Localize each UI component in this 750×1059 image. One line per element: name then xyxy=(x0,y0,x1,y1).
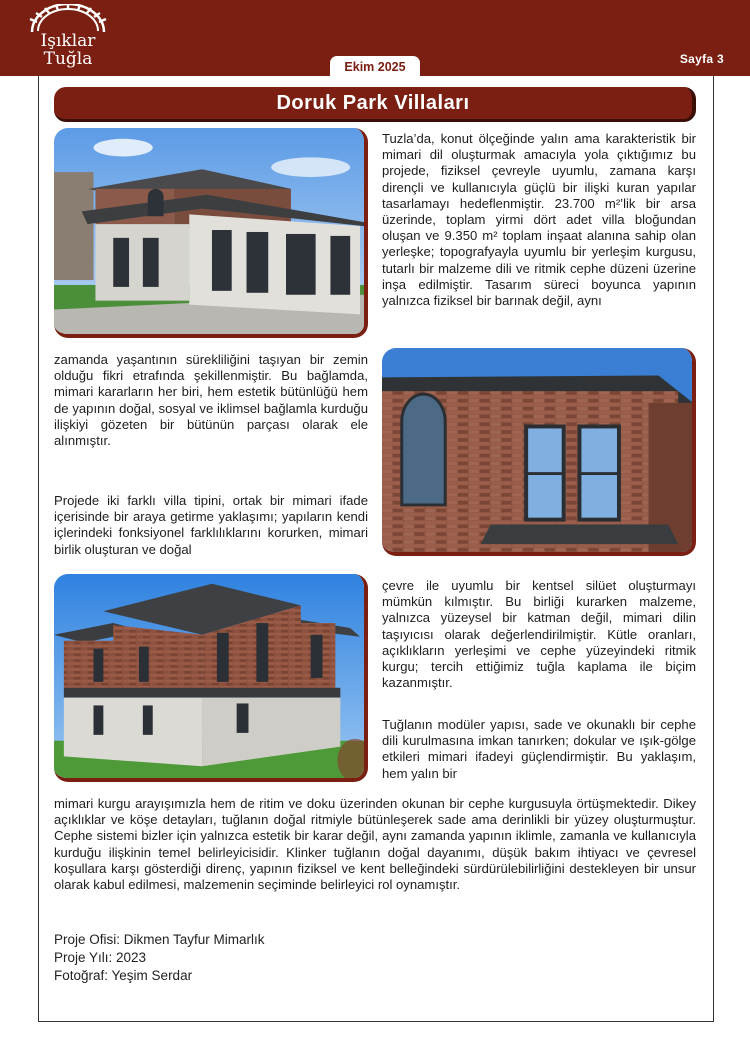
brand-name-line1: Işıklar xyxy=(40,31,96,51)
project-credits xyxy=(54,931,265,985)
credit-office: Proje Ofisi: Dikmen Tayfur Mimarlık xyxy=(54,932,265,947)
article-paragraph-6: mimari kurgu arayışımızla hem de ritim ve doku üzerinden okunan bir cephe kurgusuyla örtüşmektedir. Dikey açıklıklar ve köşe detayları, tuğlanın doğal ritmiyle bütünleşerek sade ama derinlikli bir yüzey oluşturmuştur. Cephe sistemi bizler için yalnızca estetik bir karar değil, aynı zamanda yapının iklimle, zamanla ve kullanıcıyla kurduğu ilişkinin temel belirleyicisidir. Klinker tuğlanın doğal dayanımı, düşük bakım ihtiyacı ve çevresel koşullara karşı gösterdiği direnç, yapının fiziksel ve kent belleğindeki sürdürülebilirliğini destekleyen bir unsur olarak kabul edilmesi, malzemenin seçiminde belirleyici rol oynamıştır. xyxy=(54,796,696,893)
article-paragraph-1: Tuzla’da, konut ölçeğinde yalın ama karakteristik bir mimari dil oluşturmak amacıyla yola çıktığımız bu projede, fiziksel çevreyle uyumlu, zamana karşı dirençli ve kullanıcıyla güçlü bir ilişki kuran yapılar tasarlamayı hedeflenmiştir. 23.700 m²’lik bir arsa üzerinde, toplam yirmi dört adet villa bloğundan oluşan ve 9.350 m² toplam inşaat alanına sahip olan yerleşke; topografyayla uyumlu bir yerleşim kurgusu, tutarlı bir malzeme dili ve ritmik cephe düzeni üzerine inşa edilmiştir. Tasarım süreci boyunca yapının yalnızca fiziksel bir barınak değil, aynı xyxy=(382,131,696,309)
issue-date: Ekim 2025 xyxy=(330,56,420,76)
article-paragraph-5: Tuğlanın modüler yapısı, sade ve okunaklı bir cephe dili kurulmasına imkan tanırken; dokular ve ışık-gölge etkileri mimari ifadeyi güçlendirmiştir. Bu yaklaşım, hem yalın bir xyxy=(382,717,696,781)
credit-photographer: Fotoğraf: Yeşim Serdar xyxy=(54,968,193,983)
article-title: Doruk Park Villaları xyxy=(276,92,470,114)
villa-photo-3 xyxy=(54,574,368,782)
page-number: Sayfa 3 xyxy=(679,52,724,66)
article-title-bar xyxy=(54,87,696,122)
article-paragraph-4: çevre ile uyumlu bir kentsel silüet oluşturmayı mümkün kılmıştır. Bu birliği kurarken malzeme, yalnızca yüzeysel bir katman değil, mimari dilin taşıyıcısı olarak değerlendirilmiştir. Kütle oranları, açıklıkların yerleşimi ve cephe yüzeyindeki ritmik kurgu; tercih ettiğimiz tuğla kaplama ile biçim kazanmıştır. xyxy=(382,578,696,691)
article-paragraph-2: zamanda yaşantının sürekliliğini taşıyan bir zemin olduğu fikri etrafında şekillenmiştir. Bu bağlamda, mimari kararların her biri, hem estetik bütünlüğü hem de yapının doğal, sosyal ve iklimsel bağlamla kurduğu ilişkiyi gözeten bir bütünün parçası olarak ele alınmıştır. xyxy=(54,352,368,449)
credit-year: Proje Yılı: 2023 xyxy=(54,950,147,965)
sun-rays-icon xyxy=(26,4,110,34)
brand-logo xyxy=(18,4,128,74)
page-header xyxy=(0,0,750,76)
brand-name-line2: Tuğla xyxy=(43,49,93,69)
article-paragraph-3: Projede iki farklı villa tipini, ortak bir mimari ifade içerisinde bir araya getirme yaklaşımı; yapıların kendi içlerindeki fonksiyonel farklılıklarını korurken, mimari birlik oluşturan ve doğal xyxy=(54,493,368,557)
villa-photo-2 xyxy=(382,348,696,556)
villa-photo-1 xyxy=(54,128,368,338)
